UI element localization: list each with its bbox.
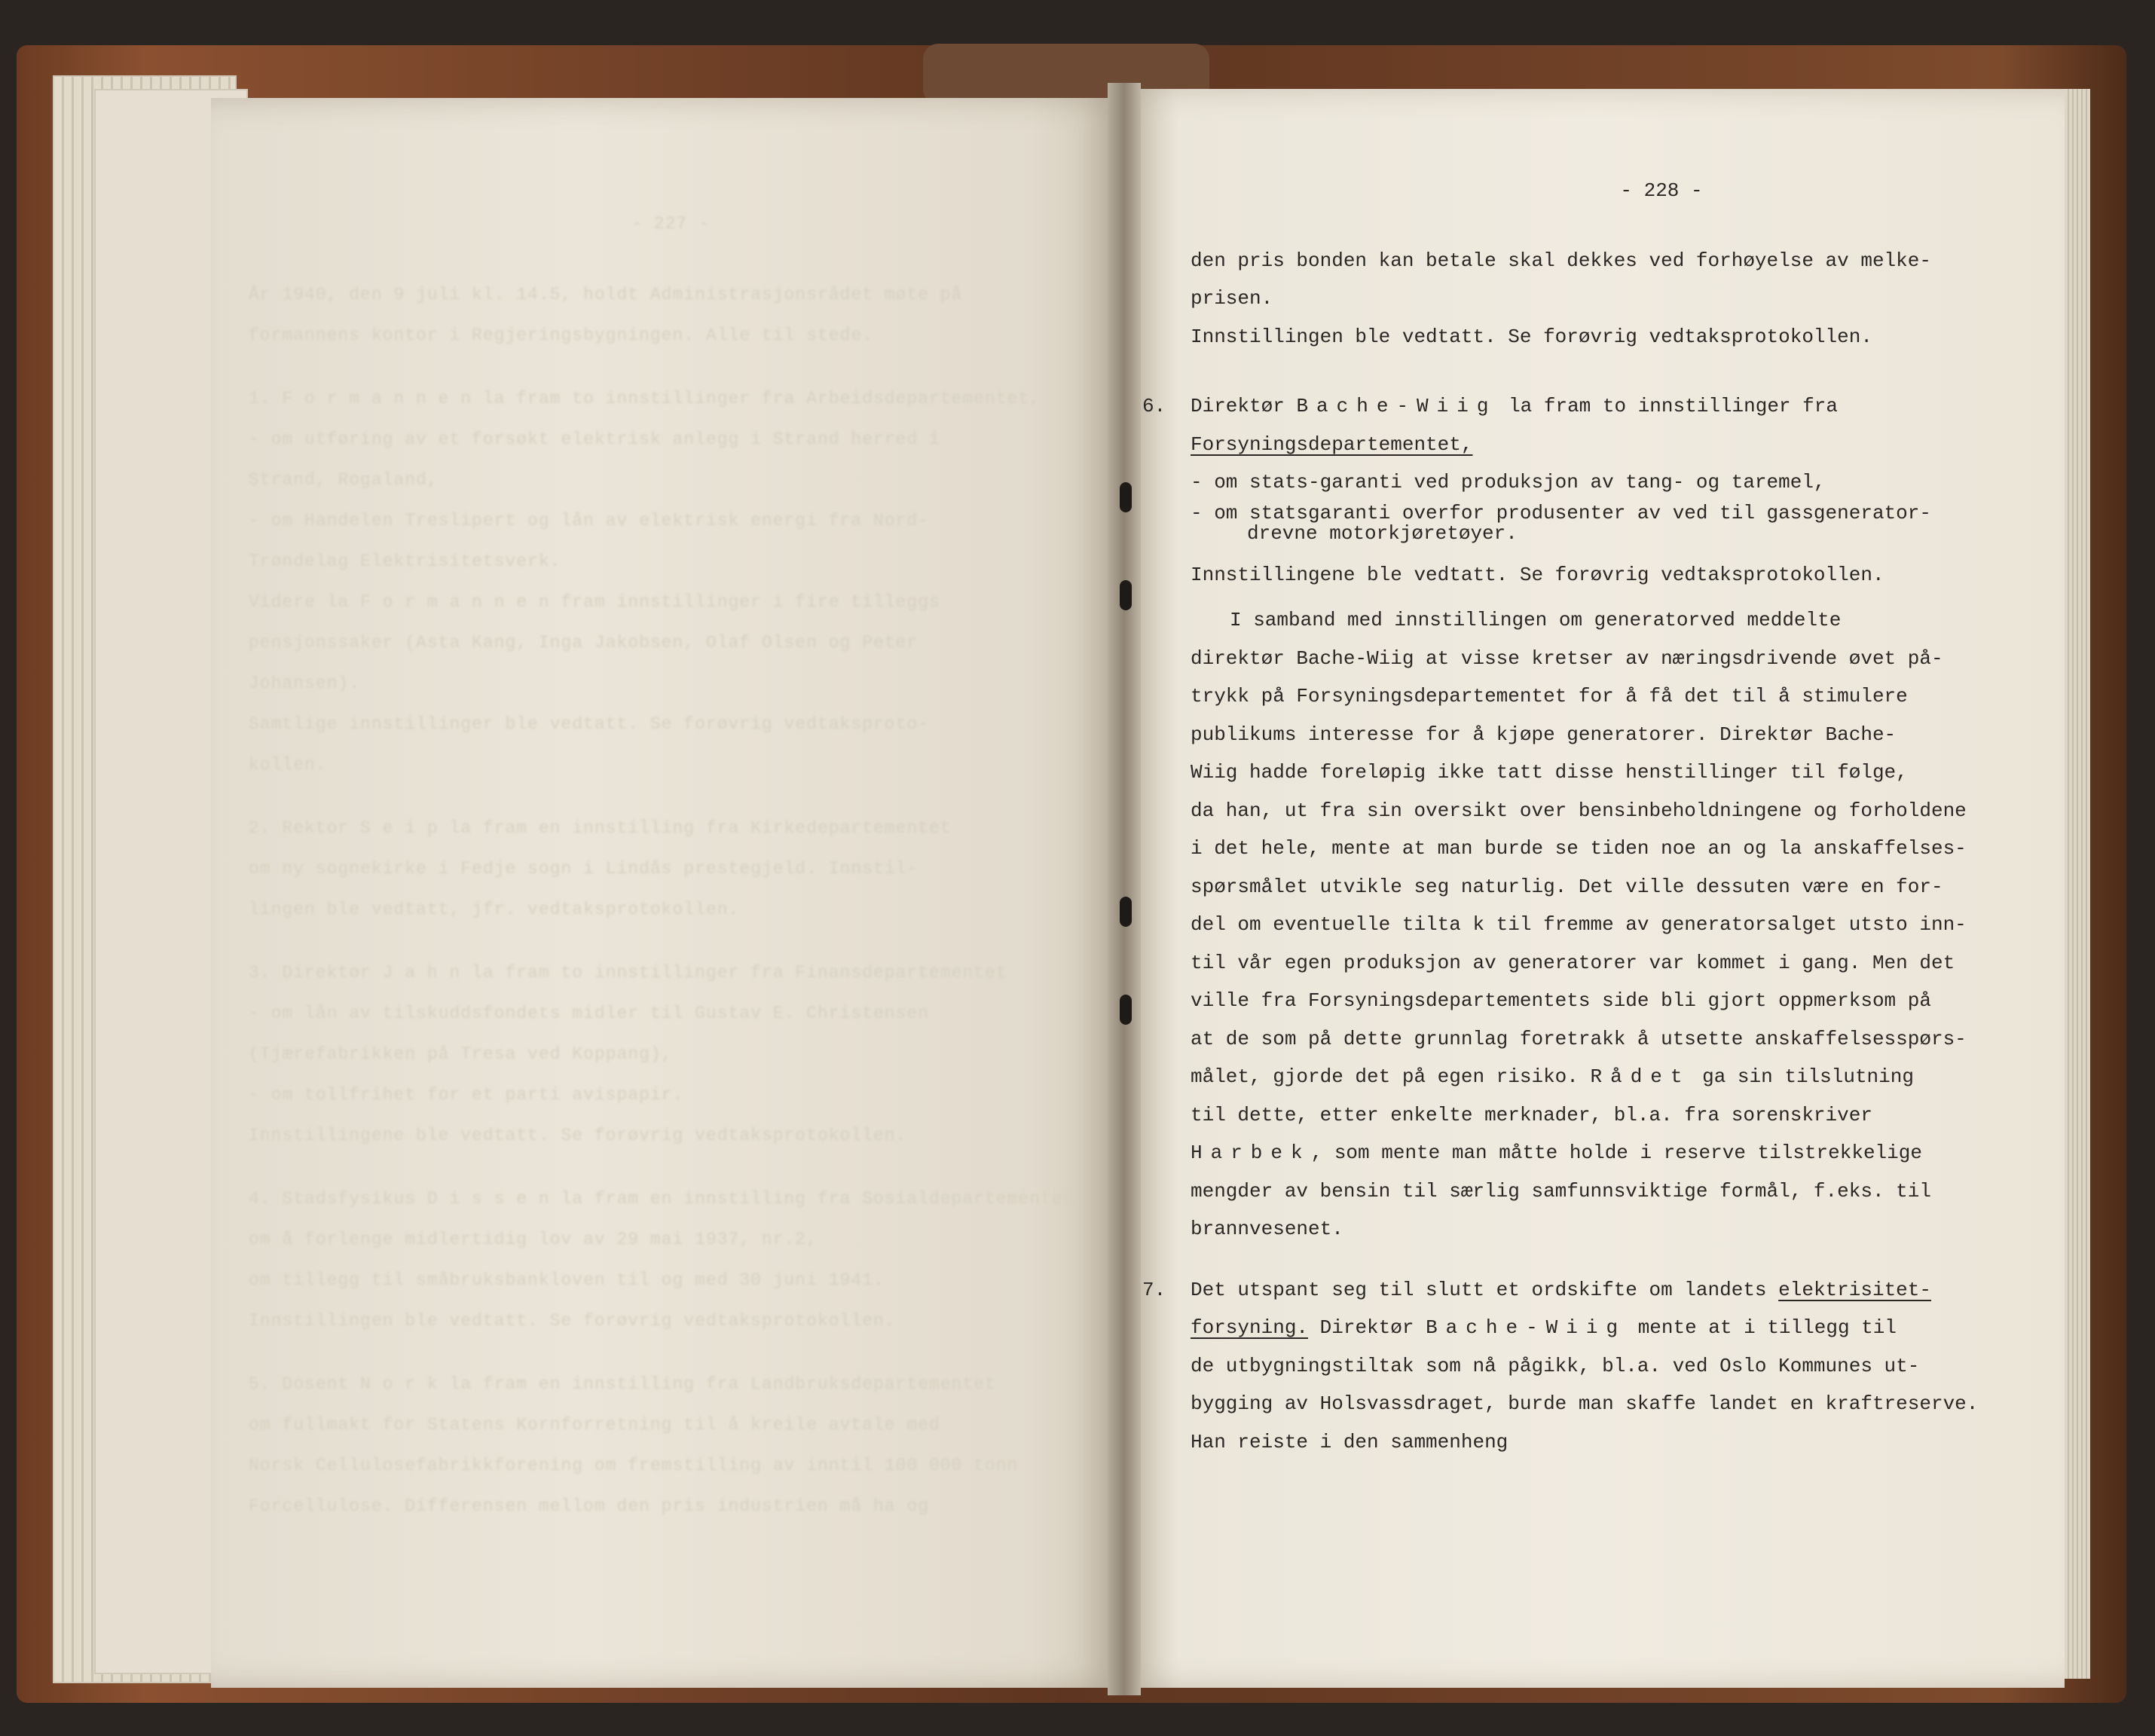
page-stack-edge xyxy=(2065,89,2090,1679)
text-line: Han reiste i den sammenheng xyxy=(1191,1430,1508,1453)
faded-text-line: - om tollfrihet for et parti avispapir. xyxy=(249,1085,684,1105)
binding-hole xyxy=(1120,995,1132,1025)
page-number: - 227 - xyxy=(631,214,710,234)
text-line: brannvesenet. xyxy=(1191,1218,1343,1240)
text-line: direktør Bache-Wiig at visse kretser av næringsdrivende øvet på- xyxy=(1191,646,1943,670)
faded-text-line: - om lån av tilskuddsfondets midler til Gustav E. Christensen xyxy=(249,1004,929,1023)
text-line: de utbygningstiltak som nå pågikk, bl.a. ved Oslo Kommunes ut- xyxy=(1191,1354,1920,1377)
faded-text-line: 4. Stadsfysikus D i s s e n la fram en innstilling fra Sosialdepartementet xyxy=(249,1189,1074,1209)
faded-text-line: (Tjærefabrikken på Tresa ved Koppang), xyxy=(249,1044,673,1064)
text-span: målet, gjorde det på egen risiko. xyxy=(1191,1065,1591,1088)
text-line: trykk på Forsyningsdepartementet for å få det til å stimulere xyxy=(1191,685,1908,708)
text-span: Direktør xyxy=(1308,1316,1426,1339)
text-line: ville fra Forsyningsdepartementets side bli gjort oppmerksom på xyxy=(1191,989,1931,1012)
faded-text-line: 5. Dosent N o r k la fram en innstilling fra Landbruksdepartementet xyxy=(249,1374,996,1394)
text-line: da han, ut fra sin oversikt over bensinbeholdningene og forholdene xyxy=(1191,799,1967,822)
text-line xyxy=(1191,1134,2027,1172)
text-line: at de som på dette grunnlag foretrakk å utsette anskaffelsesspørs- xyxy=(1191,1027,1967,1050)
text-line xyxy=(1191,426,2027,464)
faded-text-line: om ny sognekirke i Fedje sogn i Lindås prestegjeld. Innstil- xyxy=(249,859,919,879)
text-span: mente at i tillegg til xyxy=(1626,1316,1897,1339)
faded-text-line: formannens kontor i Regjeringsbygningen. Alle til stede. xyxy=(249,326,873,345)
faded-text-line: 3. Direktør J a h n la fram to innstillinger fra Finansdepartementet xyxy=(249,963,1007,983)
person-name: Rådet xyxy=(1590,1065,1691,1088)
item-number: 6. xyxy=(1142,395,1166,417)
book-gutter xyxy=(1108,83,1141,1695)
text-line: prisen. xyxy=(1191,287,1273,310)
text-line: til vår egen produksjon av generatorer var kommet i gang. Men det xyxy=(1191,951,1955,974)
faded-text-line: 1. F o r m a n n e n la fram to innstillinger fra Arbeidsdepartementet, xyxy=(249,389,1041,408)
faded-text-line xyxy=(249,1156,1093,1178)
text-line: i det hele, mente at man burde se tiden noe an og la anskaffelses- xyxy=(1191,837,1967,860)
faded-text-line: År 1940, den 9 juli kl. 14.5, holdt Administrasjonsrådet møte på xyxy=(249,285,963,304)
faded-text-line: Johansen). xyxy=(249,674,361,693)
faded-text-line: - om Handelen Treslipert og lån av elektrisk energi fra Nord- xyxy=(249,511,929,530)
text-line: spørsmålet utvikle seg naturlig. Det ville dessuten være en for- xyxy=(1191,875,1943,898)
bullet-continuation: drevne motorkjøretøyer. xyxy=(1247,521,1518,545)
faded-text-line xyxy=(249,930,1093,952)
text-span: la fram to innstillinger fra xyxy=(1496,395,1838,417)
faded-text-line: Norsk Cellulosefabrikkforening om fremstilling av inntil 100 000 tonn xyxy=(249,1456,1019,1475)
binding-hole xyxy=(1120,580,1132,610)
faded-text-line xyxy=(249,356,1093,378)
item-number: 7. xyxy=(1142,1278,1166,1301)
faded-text-line: om fullmakt for Statens Kornforretning til å kreile avtale med xyxy=(249,1415,940,1435)
binding-hole xyxy=(1120,897,1132,927)
text-line: del om eventuelle tilta k til fremme av generatorsalget utsto inn- xyxy=(1191,913,1967,936)
topic-name: forsyning. xyxy=(1191,1316,1309,1339)
faded-text-line: Trøndelag Elektrisitetsverk. xyxy=(249,552,561,571)
text-line: mengder av bensin til særlig samfunnsviktige formål, f.eks. til xyxy=(1191,1179,1931,1203)
faded-text-line: Videre la F o r m a n n e n fram innstillinger i fire tilleggs xyxy=(249,592,940,612)
text-line: publikums interesse for å kjøpe generatorer. Direktør Bache- xyxy=(1191,723,1897,746)
faded-text-line: Forcellulose. Differensen mellom den pris industrien må ha og xyxy=(249,1496,929,1516)
item-7-heading xyxy=(1142,1271,2027,1310)
text-span: ga sin tilslutning xyxy=(1690,1065,1914,1088)
faded-text-line: om å forlenge midlertidig lov av 29 mai 1937, nr.2, xyxy=(249,1230,818,1249)
page-number: - 228 - xyxy=(1620,179,1703,202)
faded-text-line: Innstillingen ble vedtatt. Se forøvrig vedtaksprotokollen. xyxy=(249,1311,896,1331)
text-line: Wiig hadde foreløpig ikke tatt disse henstillinger til følge, xyxy=(1191,761,1908,784)
faded-text-line: Strand, Rogaland, xyxy=(249,470,439,490)
department-name: Forsyningsdepartementet, xyxy=(1191,432,1473,456)
faded-text-line: lingen ble vedtatt, jfr. vedtaksprotokollen. xyxy=(249,900,740,919)
person-name: Bache-Wiig xyxy=(1296,395,1497,417)
text-line: bygging av Holsvassdraget, burde man skaffe landet en kraftreserve. xyxy=(1191,1392,1979,1415)
text-line: til dette, etter enkelte merknader, bl.a. fra sorenskriver xyxy=(1191,1103,1872,1126)
faded-text-line: om tillegg til småbruksbankloven til og med 30 juni 1941. xyxy=(249,1270,885,1290)
faded-text-line: - om utføring av et forsøkt elektrisk anlegg i Strand herred i xyxy=(249,429,940,449)
left-page-lines xyxy=(249,274,1093,1527)
item-6-heading xyxy=(1142,387,2027,426)
faded-text-line: kollen. xyxy=(249,755,327,775)
faded-text-line: Innstillingene ble vedtatt. Se forøvrig vedtaksprotokollen. xyxy=(249,1126,907,1145)
text-span: Det utspant seg til slutt et ordskifte om landets xyxy=(1191,1278,1779,1301)
text-line: den pris bonden kan betale skal dekkes ved forhøyelse av melke- xyxy=(1191,249,1931,272)
faded-text-line: 2. Rektor S e i p la fram en innstilling fra Kirkedepartementet xyxy=(249,818,952,838)
binding-hole xyxy=(1120,482,1132,512)
faded-text-line xyxy=(249,1341,1093,1364)
text-span: , som mente man måtte holde i reserve tilstrekkelige xyxy=(1310,1142,1922,1164)
faded-text-line: Samtlige innstillinger ble vedtatt. Se forøvrig vedtaksproto- xyxy=(249,714,929,734)
text-line: Innstillingene ble vedtatt. Se forøvrig vedtaksprotokollen. xyxy=(1191,563,1884,586)
topic-name: elektrisitet- xyxy=(1778,1278,1931,1301)
text-line: I samband med innstillingen om generatorved meddelte xyxy=(1230,609,1842,631)
person-name: Harbek xyxy=(1191,1142,1311,1164)
bullet-line: - om stats-garanti ved produksjon av tang- og taremel, xyxy=(1191,471,1826,494)
text-line xyxy=(1191,1309,2027,1347)
person-name: Bache-Wiig xyxy=(1426,1316,1627,1339)
text-line xyxy=(1191,1058,2027,1096)
right-page-text xyxy=(1142,172,2027,1461)
faded-text-line: pensjonssaker (Asta Kang, Inga Jakobsen, Olaf Olsen og Peter xyxy=(249,633,919,653)
bullet-line: - om statsgaranti overfor produsenter av ved til gassgenerator- xyxy=(1191,501,1931,524)
faded-text-line xyxy=(249,785,1093,808)
left-page-text xyxy=(249,203,1093,1527)
text-span: Direktør xyxy=(1191,395,1297,417)
text-line: Innstillingen ble vedtatt. Se forøvrig vedtaksprotokollen. xyxy=(1191,325,1872,348)
